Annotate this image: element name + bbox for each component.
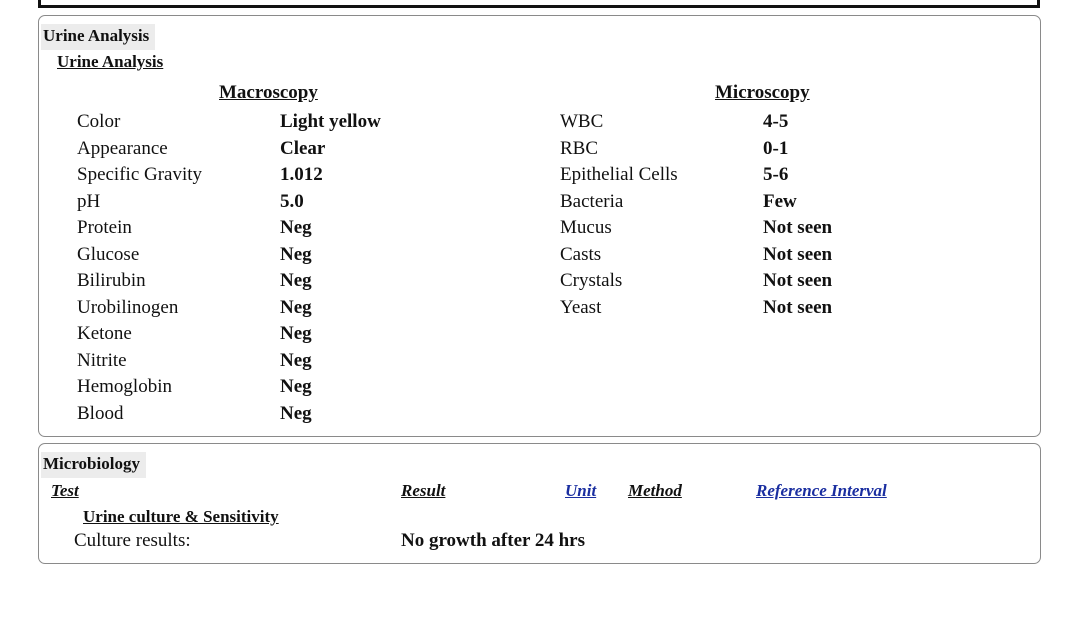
culture-subtitle: Urine culture & Sensitivity (83, 507, 279, 526)
macroscopy-item-value: Neg (280, 270, 312, 291)
macroscopy-item-label: Specific Gravity (77, 164, 203, 185)
macroscopy-item-label: Appearance (77, 137, 168, 159)
macroscopy-item-value: 5.0 (280, 190, 304, 212)
macroscopy-item-label: Protein (77, 217, 132, 238)
macroscopy-item-label: Blood (77, 402, 124, 424)
microscopy-item-value: 4-5 (763, 111, 789, 132)
microscopy-item-value: Not seen (763, 270, 833, 291)
reference-interval-header[interactable]: Reference Interval (756, 481, 887, 500)
macroscopy-title: Macroscopy (219, 82, 318, 103)
macroscopy-item-value: Neg (280, 402, 312, 424)
microbiology-section-label: Microbiology (41, 452, 146, 478)
test-column-header: Test (51, 481, 79, 500)
macroscopy-item-value: 1.012 (280, 164, 323, 185)
urine-section-label: Urine Analysis (41, 24, 155, 50)
culture-results-label: Culture results: (74, 530, 191, 551)
macroscopy-item-value: Neg (280, 217, 312, 238)
unit-column-header[interactable]: Unit (565, 481, 597, 500)
microscopy-item-label: Yeast (560, 296, 602, 318)
previous-section-frame (38, 0, 1040, 8)
microscopy-item-value: Few (763, 190, 797, 212)
macroscopy-item-label: Urobilinogen (77, 296, 179, 318)
method-column-header: Method (628, 481, 682, 500)
microscopy-item-label: Epithelial Cells (560, 164, 678, 185)
macroscopy-item-label: Hemoglobin (77, 376, 172, 397)
macroscopy-item-label: Glucose (77, 243, 140, 265)
macroscopy-item-value: Neg (280, 243, 312, 265)
microscopy-item-label: Crystals (560, 270, 623, 291)
microscopy-item-value: 0-1 (763, 137, 789, 159)
urine-subtitle: Urine Analysis (57, 52, 164, 71)
microbiology-panel (38, 443, 1041, 564)
microscopy-item-label: Bacteria (560, 190, 624, 212)
microscopy-item-label: WBC (560, 111, 604, 132)
microscopy-item-label: Casts (560, 243, 602, 265)
macroscopy-item-value: Neg (280, 376, 312, 397)
macroscopy-item-value: Clear (280, 137, 326, 159)
macroscopy-item-label: Nitrite (77, 349, 127, 371)
microscopy-item-value: Not seen (763, 243, 833, 265)
urine-analysis-panel (38, 15, 1041, 437)
macroscopy-item-label: Bilirubin (77, 270, 146, 291)
macroscopy-item-value: Neg (280, 323, 312, 344)
microscopy-item-label: RBC (560, 137, 599, 159)
culture-results-value: No growth after 24 hrs (401, 530, 585, 551)
macroscopy-item-label: Ketone (77, 323, 132, 344)
microscopy-item-value: Not seen (763, 296, 833, 318)
macroscopy-item-value: Neg (280, 349, 312, 371)
macroscopy-item-label: Color (77, 111, 121, 132)
macroscopy-item-value: Light yellow (280, 111, 381, 132)
microscopy-item-label: Mucus (560, 217, 612, 238)
microscopy-title: Microscopy (715, 82, 810, 103)
macroscopy-item-label: pH (77, 190, 101, 212)
microscopy-item-value: 5-6 (763, 164, 789, 185)
result-column-header: Result (401, 481, 446, 500)
microscopy-item-value: Not seen (763, 217, 833, 238)
macroscopy-item-value: Neg (280, 296, 312, 318)
